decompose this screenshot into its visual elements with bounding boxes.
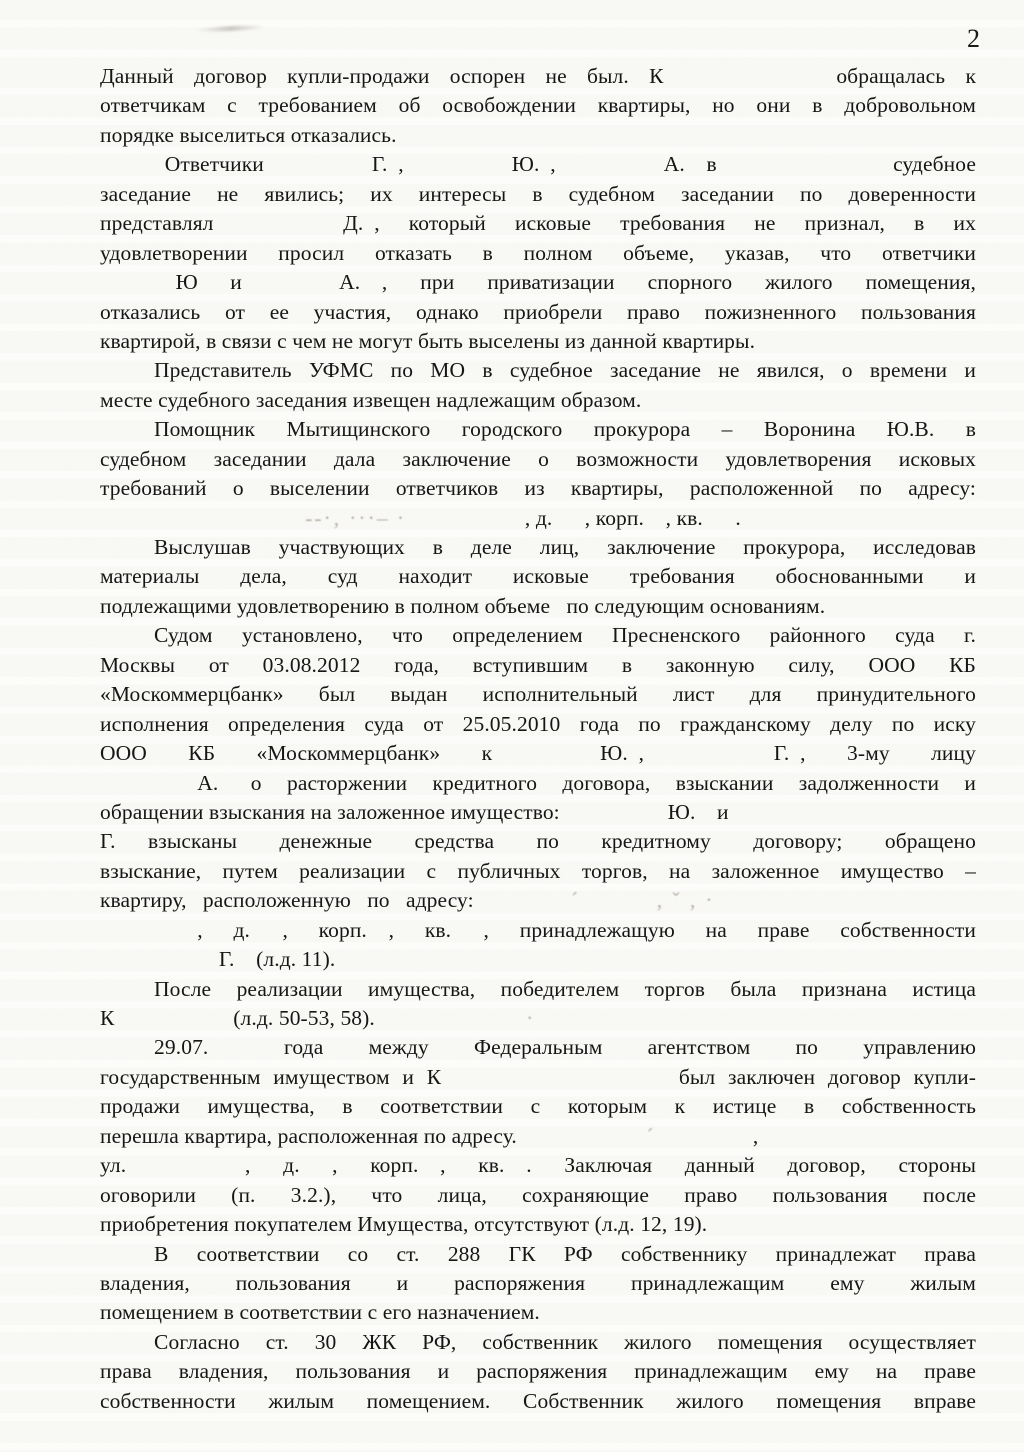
text-line: удовлетворении просил отказать в полном объеме, указав, что ответчики — [100, 240, 976, 265]
text-line: квартирой, в связи с чем не могут быть выселены из данной квартиры. — [100, 328, 756, 353]
text-line: представлял Д. , который исковые требования не признал, в их — [100, 211, 976, 236]
text-line: Ответчики Г. , Ю. , А. в судебное — [100, 152, 976, 177]
text-line: продажи имущества, в соответствии с которым к истице в собственность — [100, 1094, 976, 1119]
text-line: заседание не явились; их интересы в судебном заседании по доверенности — [100, 181, 976, 206]
text-line: К (л.д. 50-53, 58). · — [100, 1006, 536, 1030]
text-line: Представитель УФМС по МО в судебное заседание не явился, о времени и — [100, 358, 976, 383]
text-line: ООО КБ «Москоммерцбанк» к Ю. , Г. , 3-му лицу — [100, 741, 976, 766]
text-line: месте судебного заседания извещен надлежащим образом. — [100, 387, 642, 412]
text-line: В соответствии со ст. 288 ГК РФ собственнику принадлежат права — [100, 1241, 976, 1266]
text-line: отказались от ее участия, однако приобрели право пожизненного пользования — [100, 299, 976, 324]
text-line: перешла квартира, расположенная по адресу. ´ , — [100, 1123, 759, 1148]
erased-text-artifact: ‚ ˇ ‚ · — [655, 888, 715, 913]
text-line: --·‚ ···– · , д. , корп. , кв. . — [305, 505, 741, 530]
text-line: После реализации имущества, победителем торгов была признана истица — [100, 976, 976, 1001]
page-number: 2 — [967, 24, 980, 53]
text-line: права владения, пользования и распоряжения принадлежащим ему на праве — [100, 1359, 976, 1384]
text-line: ответчикам с требованием об освобождении квартиры, но они в добровольном — [100, 93, 976, 118]
erased-text-artifact: · — [526, 1006, 536, 1030]
text-line: 29.07. года между Федеральным агентством по управлению — [100, 1035, 976, 1060]
erased-text-artifact: ´ — [646, 1123, 656, 1148]
text-line: Согласно ст. 30 ЖК РФ, собственник жилого помещения осуществляет — [100, 1329, 976, 1354]
text-line: материалы дела, суд находит исковые требования обоснованными и — [100, 564, 976, 589]
text-line: помещением в соответствии с его назначением. — [100, 1300, 540, 1325]
text-line: требований о выселении ответчиков из квартиры, расположенной по адресу: — [100, 476, 976, 501]
text-line: Помощник Мытищинского городского прокурора – Воронина Ю.В. в — [100, 417, 976, 442]
text-line: Судом установлено, что определением Пресненского районного суда г. — [100, 623, 976, 648]
text-line: «Москоммерцбанк» был выдан исполнительный лист для принудительного — [100, 682, 976, 707]
erased-text-artifact: --·‚ ···– · — [305, 505, 407, 530]
scan-artifact — [196, 24, 266, 33]
erased-text-artifact: ´ — [570, 888, 581, 913]
text-line: Москвы от 03.08.2012 года, вступившим в законную силу, ООО КБ — [100, 652, 976, 677]
text-line: Данный договор купли-продажи оспорен не был. К обращалась к — [100, 64, 976, 88]
text-line: квартиру, расположенную по адресу: ´ ‚ ˇ ‚ · — [100, 888, 715, 913]
text-line: подлежащими удовлетворению в полном объеме по следующим основаниям. — [100, 593, 826, 618]
text-line: А. о расторжении кредитного договора, взыскании задолженности и — [100, 770, 976, 795]
text-line: , д. , корп. , кв. , принадлежащую на праве собственности — [100, 917, 976, 942]
text-line: Выслушав участвующих в деле лиц, заключение прокурора, исследовав — [100, 535, 976, 559]
document-text — [100, 62, 976, 1416]
text-line: исполнения определения суда от 25.05.2010 года по гражданскому делу по иску — [100, 711, 976, 736]
text-line: Г. (л.д. 11). — [100, 947, 336, 972]
text-line: судебном заседании дала заключение о возможности удовлетворения исковых — [100, 446, 976, 471]
text-line: Ю и А. , при приватизации спорного жилого помещения, — [100, 270, 976, 295]
text-line: оговорили (п. 3.2.), что лица, сохраняющие право пользования после — [100, 1182, 976, 1207]
text-line: взыскание, путем реализации с публичных торгов, на заложенное имущество – — [100, 858, 976, 883]
text-line: собственности жилым помещением. Собственник жилого помещения вправе — [100, 1388, 976, 1413]
text-line: порядке выселиться отказались. — [100, 122, 397, 147]
text-line: Г. взысканы денежные средства по кредитному договору; обращено — [100, 829, 976, 854]
text-line: ул. , д. , корп. , кв. . Заключая данный договор, стороны — [100, 1153, 976, 1178]
text-line: приобретения покупателем Имущества, отсутствуют (л.д. 12, 19). — [100, 1212, 708, 1237]
text-line: владения, пользования и распоряжения принадлежащим ему жилым — [100, 1270, 976, 1295]
text-line: государственным имуществом и К был заключен договор купли- — [100, 1064, 976, 1089]
text-line: обращении взыскания на заложенное имущество: Ю. и — [100, 799, 729, 824]
